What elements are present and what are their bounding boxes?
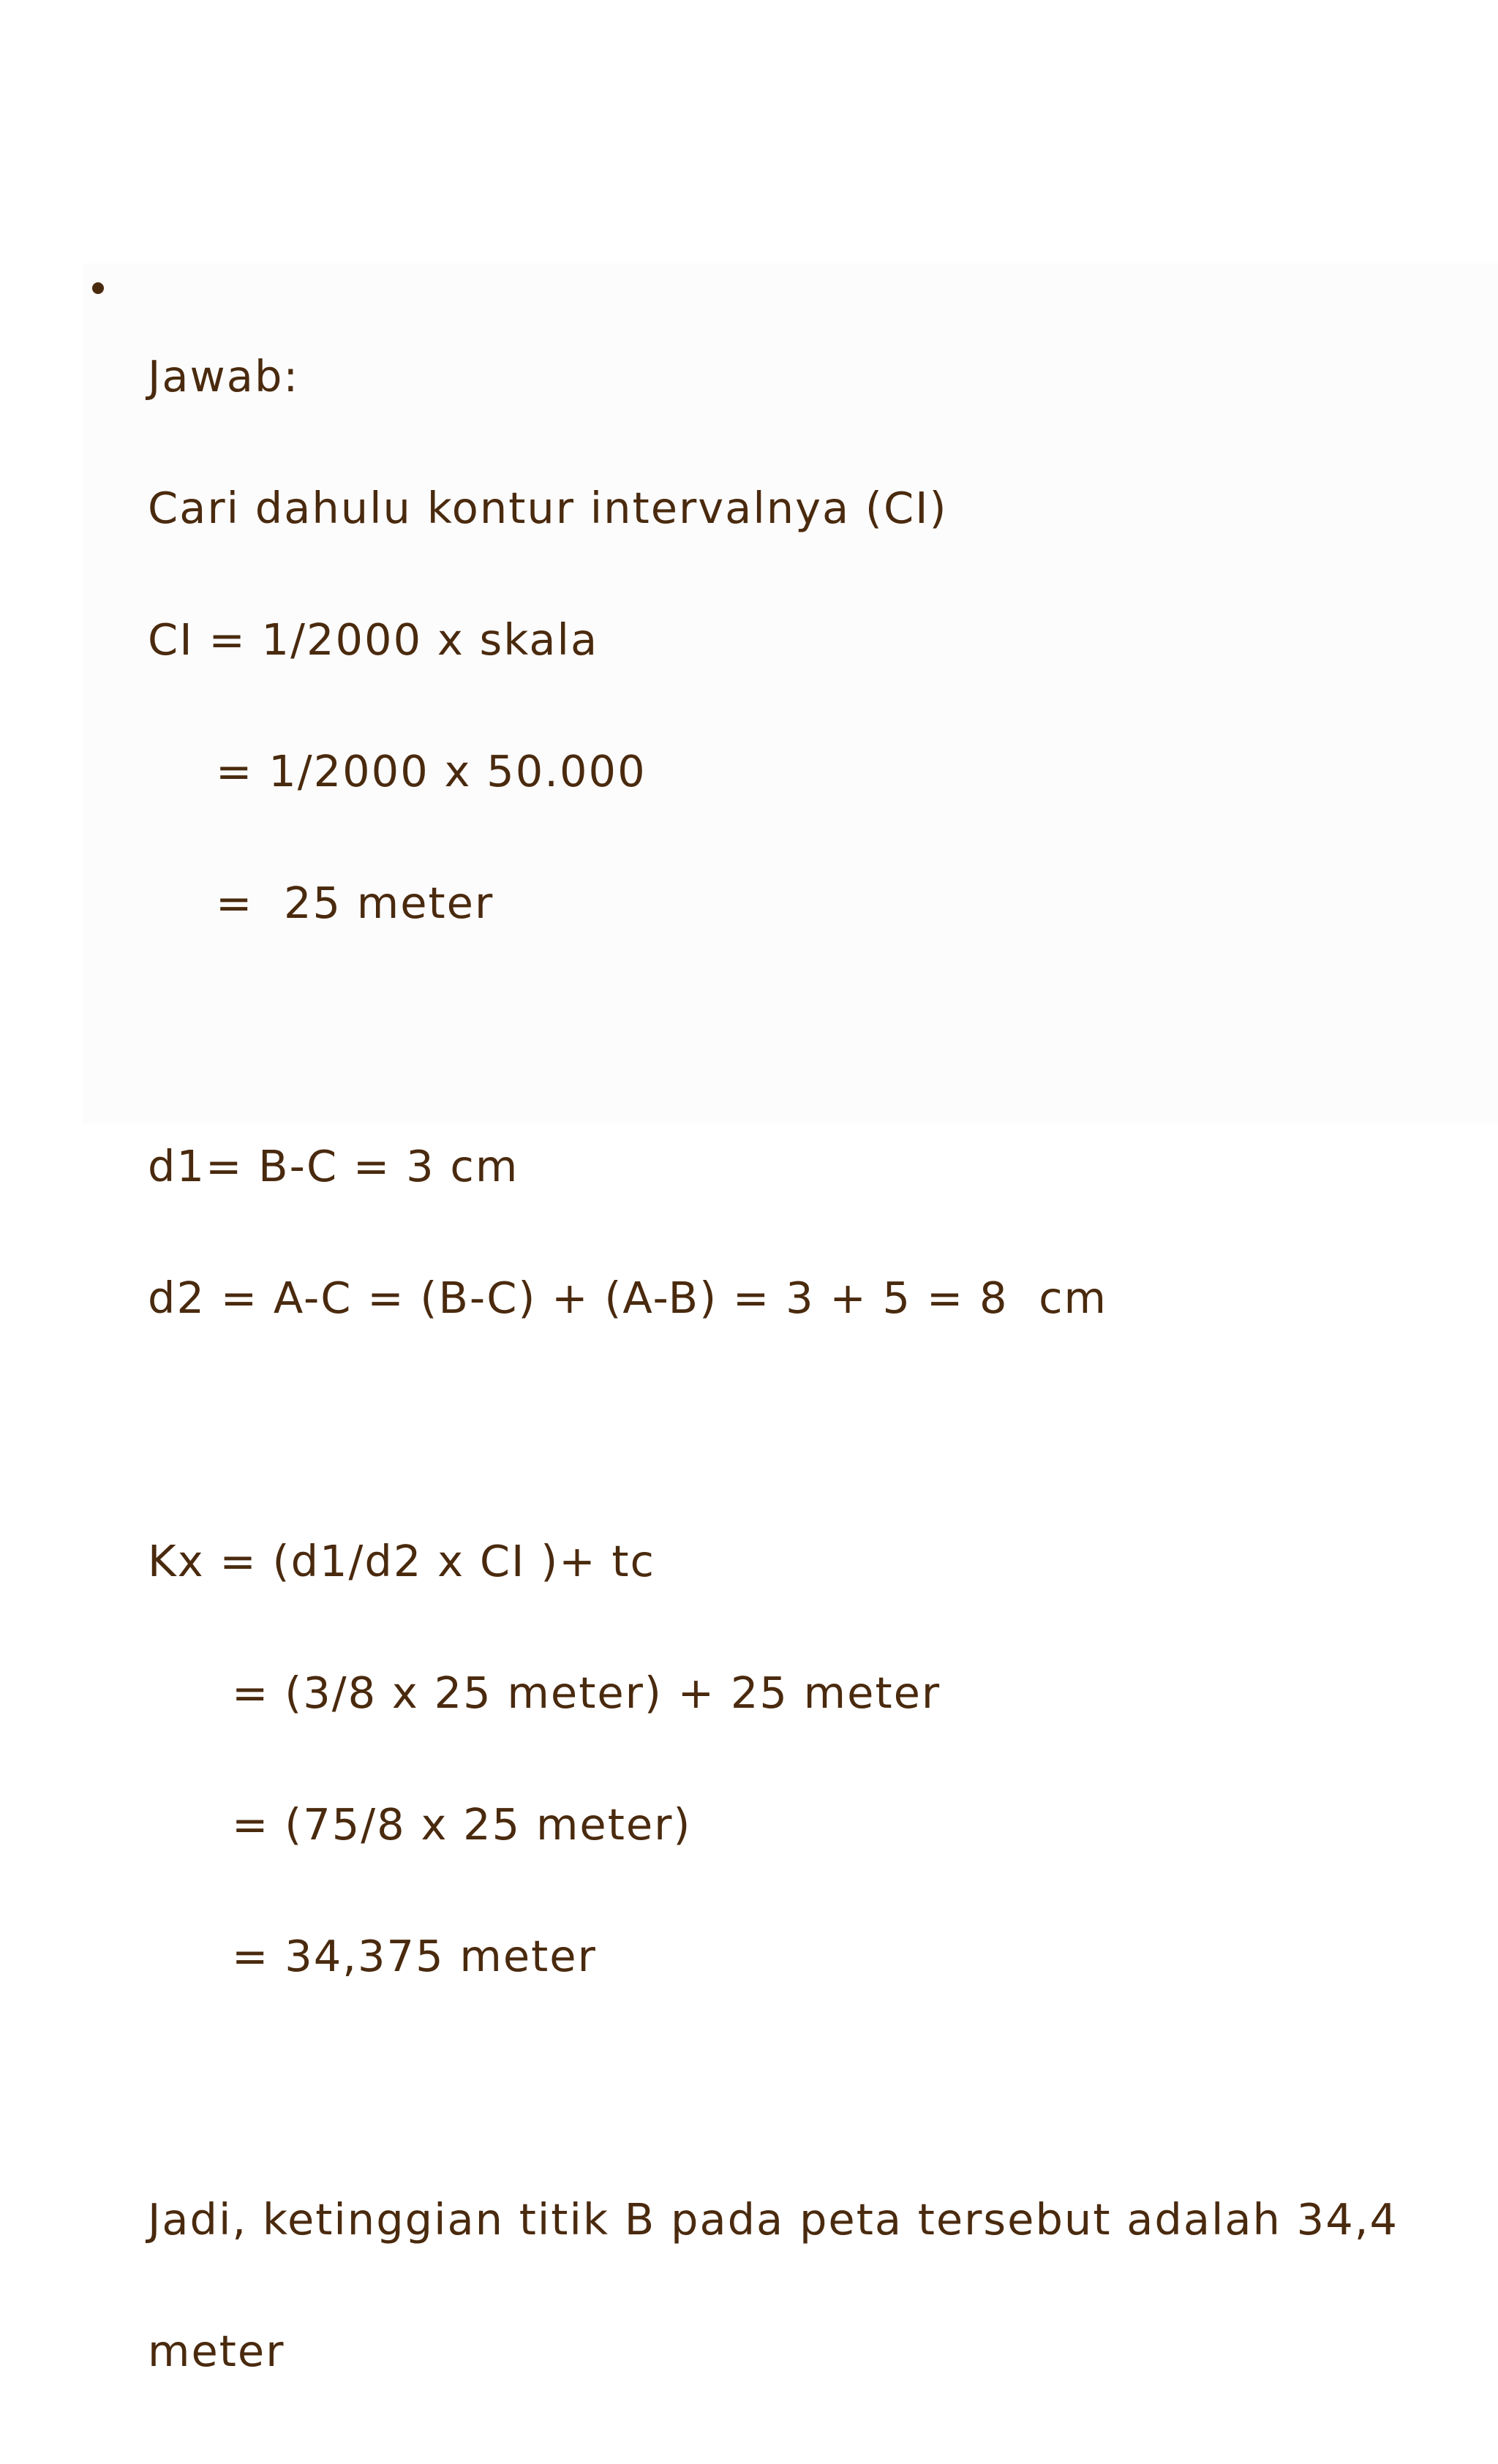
spacer bbox=[148, 1013, 1399, 1057]
bullet-icon bbox=[92, 282, 104, 294]
d1-line: d1= B-C = 3 cm bbox=[148, 1141, 519, 1191]
intro-line: Cari dahulu kontur intervalnya (CI) bbox=[148, 483, 948, 533]
answer-heading: Jawab: bbox=[148, 351, 300, 402]
conclusion-line: Jadi, ketinggian titik B pada peta tersebut adalah 34,4 bbox=[148, 2194, 1399, 2245]
kx-result-line: = 34,375 meter bbox=[232, 1931, 597, 1981]
kx-formula-line: Kx = (d1/d2 x CI )+ tc bbox=[148, 1536, 655, 1586]
spacer bbox=[148, 1408, 1399, 1452]
ci-formula-line: CI = 1/2000 x skala bbox=[148, 614, 599, 665]
kx-simplify-line: = (75/8 x 25 meter) bbox=[232, 1799, 692, 1850]
kx-substitution-line: = (3/8 x 25 meter) + 25 meter bbox=[232, 1668, 941, 1718]
ci-substitution-line: = 1/2000 x 50.000 bbox=[216, 746, 647, 796]
d2-line: d2 = A-C = (B-C) + (A-B) = 3 + 5 = 8 cm bbox=[148, 1273, 1107, 1323]
spacer bbox=[148, 2066, 1399, 2110]
conclusion-line-wrap: meter bbox=[148, 2326, 285, 2376]
ci-result-line: = 25 meter bbox=[216, 878, 494, 928]
answer-text-block bbox=[148, 267, 1399, 2461]
